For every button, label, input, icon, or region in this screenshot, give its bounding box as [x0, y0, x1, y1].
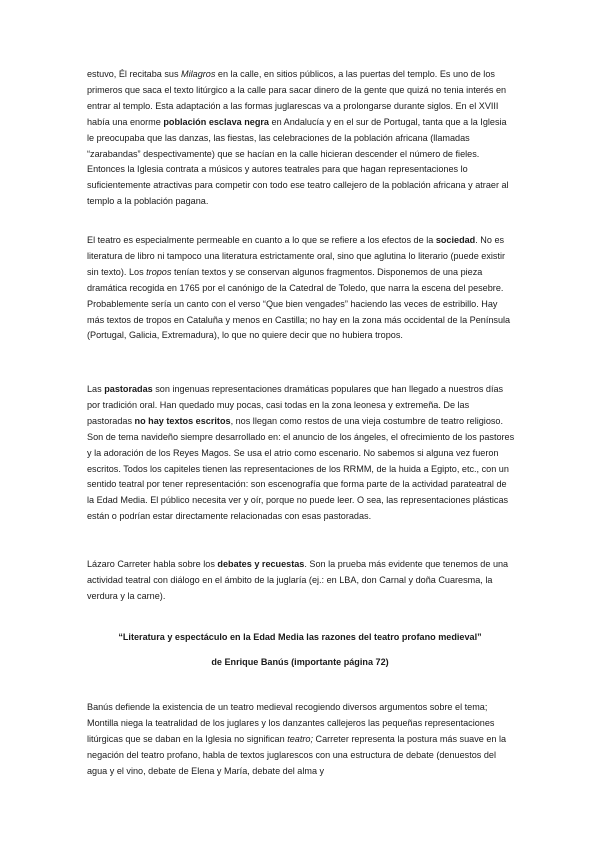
text-run: son ingenuas representaciones dramáticas populares que han llegado a nuestros días por tradición oral. Han quedado muy pocas, casi todas en la zona leonesa y extremeña. De las pastoradas — [87, 384, 504, 426]
bold-run: población esclava negra — [163, 116, 269, 127]
heading-author: de Enrique Banús (importante página 72) — [211, 657, 389, 667]
paragraph-banus — [87, 700, 515, 780]
paragraph-juglaria — [87, 67, 515, 210]
text-run: . No es literatura de libro ni tampoco una literatura estrictamente oral, sino que aglutina lo literario (puede existir sin texto). Los — [87, 235, 506, 277]
heading-title: “Literatura y espectáculo en la Edad Media las razones del teatro profano medieval” — [118, 632, 482, 642]
text-run: Lázaro Carreter habla sobre los — [87, 559, 218, 569]
paragraph-debates — [87, 557, 515, 605]
text-run: . Son la prueba más evidente que tenemos de una actividad teatral con diálogo en el ámbito de la juglaría (ej.: en LBA, don Carnal y doña Cuaresma, la verdura y la carne). — [87, 559, 509, 601]
paragraph-pastoradas — [87, 382, 515, 525]
text-run: Carreter representa la postura más suave en la negación del teatro profano, habla de textos juglarescos con una estructura de debate (denuestos del agua y el vino, debate de Elena y María, debate del alma y — [87, 733, 507, 776]
paragraph-tropos — [87, 233, 515, 344]
text-run: , nos llegan como restos de una vieja costumbre de teatro religioso. Son de tema navideño siempre desarrollado en: el anuncio de los ángeles, el ofrecimiento de los pastores y la adoración de los Reyes Magos. Se usa el atrio como escenario. No sabemos si alguna vez fueron escritos. Todos los capiteles tienen las representaciones de los RRMM, de la huida a Egipto, etc., con un sentido teatral por tener representación: son escenografía que forma parte de la actividad parateatral de la Edad Media. El público necesita ver y oír, porque no puede leer. O sea, las representaciones plásticas están o podrían estar directamente relacionadas con esas pastoradas. — [87, 415, 515, 522]
italic-run: tropos — [146, 266, 172, 277]
text-run: Banús defiende la existencia de un teatro medieval recogiendo diversos argumentos sobre el tema; Montilla niega la teatralidad de los juglares y los danzantes callejeros las pequeñas representaciones litúrgicas que se daban en la Iglesia no significan — [87, 702, 495, 744]
text-run: en la calle, en sitios públicos, a las puertas del templo. Es uno de los primeros que saca el texto litúrgico a la calle para sacar dinero de la gente que quizá no tenia interés en entrar al templo. Esta adaptación a las formas juglarescas va a prolongarse durante siglos. En el XVIII había una enorme — [87, 69, 507, 127]
bold-run: debates y recuestas — [217, 559, 305, 569]
text-run: en Andalucía y en el sur de Portugal, tanta que a la Iglesia le preocupaba que las danzas, las fiestas, las celebraciones de la población africana (llamadas “zarabandas” despectivamente) que se hacían en la calle hicieran descender el número de fieles. Entonces la Iglesia contrata a músicos y autores teatrales para que hagan representaciones lo suficientemente atractivas para competir con todo ese teatro callejero de la población africana y atraer al templo a la población pagana. — [87, 116, 509, 207]
text-run: Las — [87, 384, 105, 394]
bold-run: sociedad — [435, 235, 476, 245]
italic-run: Milagros — [181, 69, 216, 79]
text-run: El teatro es especialmente permeable en cuanto a lo que se refiere a los efectos de la — [87, 235, 436, 245]
bold-run: pastoradas — [104, 384, 153, 394]
text-run: estuvo, Él recitaba sus — [87, 69, 182, 79]
text-run: tenían textos y se conservan algunos fragmentos. Disponemos de una pieza dramática recogida en 1765 por el canónigo de la Catedral de Toledo, que narra la escena del pesebre. Probablemente sería un canto con el verso “Que bien vengades” haciendo las veces de estribillo. Hay más textos de tropos en Cataluña y menos en Castilla; no hay en la zona más occidental de la Península (Portugal, Galicia, Extremadura), lo que no quiere decir que no hubiera tropos. — [87, 266, 511, 341]
bold-run: no hay textos escritos — [134, 415, 231, 426]
italic-run: teatro; — [287, 733, 313, 744]
